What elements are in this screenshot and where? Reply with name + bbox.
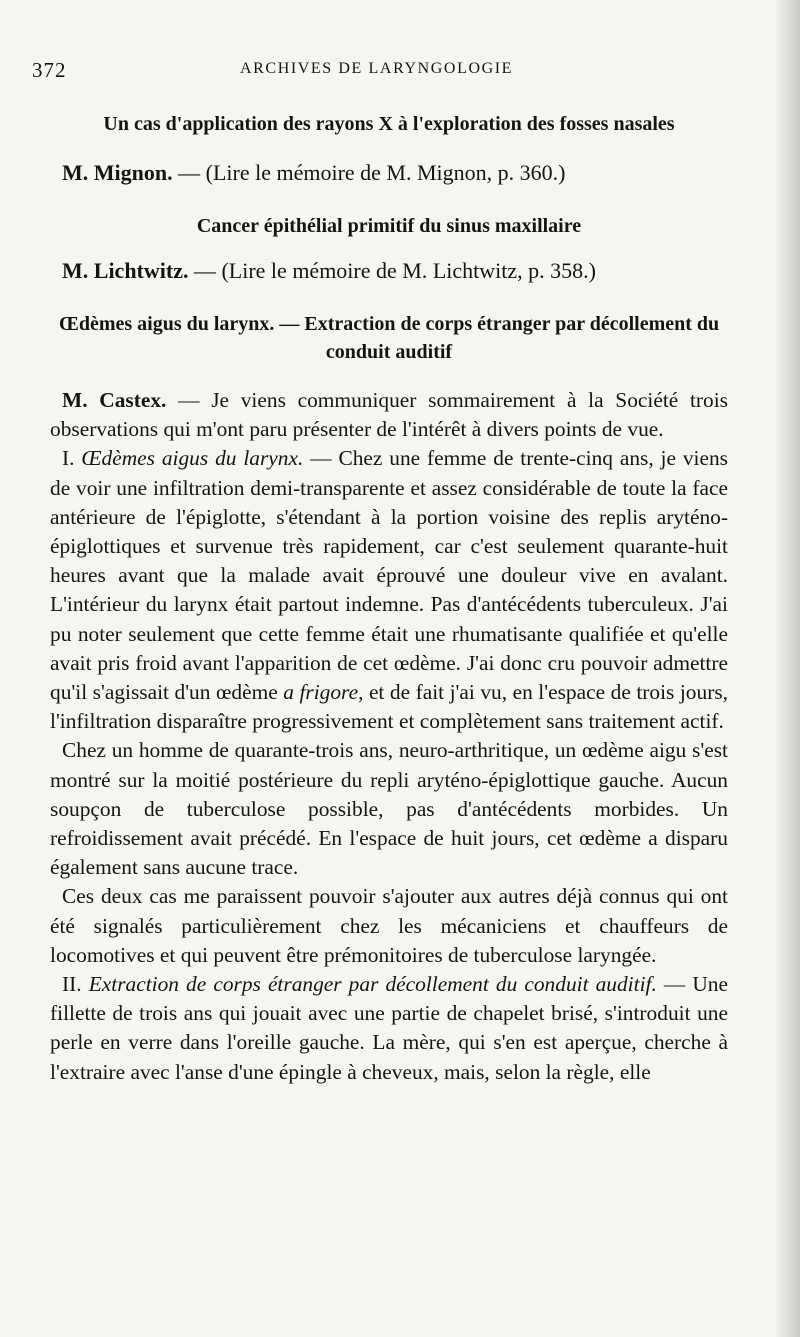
paragraph-text: — Chez une femme de trente-cinq ans, je viens de voir une infiltration demi-transparente et assez considérable de toute la face antérieure de l'épiglotte, s'étendant à la portion voisine des replis aryténo-épiglottiques et survenue très rapidement, car c'est seulement quarante-huit heures avant que la malade avait éprouvé une douleur vive en avalant. L'intérieur du larynx était partout indemne. Pas d'antécédents tuberculeux. J'ai pu noter seulement que cette femme était une rhumatisante qualifiée et qu'elle avait pris froid avant l'apparition de cet œdème. J'ai donc cru pouvoir admettre qu'il s'agissait d'un œdème: [50, 446, 728, 705]
author-line-mignon: [50, 158, 728, 188]
paragraph-commentary: Ces deux cas me paraissent pouvoir s'ajouter aux autres déjà connus qui ont été signalés particulièrement chez les mécaniciens et chauffeurs de locomotives et qui peuvent être prémonitoires de tuberculose laryngée.: [50, 884, 728, 967]
latin-term: a frigore: [283, 680, 359, 705]
subheading-italic: Extraction de corps étranger par décollement du conduit auditif.: [88, 972, 657, 997]
roman-numeral: I.: [62, 446, 82, 471]
reference-note: (Lire le mémoire de M. Mignon, p. 360.): [205, 160, 566, 185]
roman-numeral: II.: [62, 972, 89, 997]
subheading-italic: Œdèmes aigus du larynx.: [81, 446, 304, 471]
section-title-oedemes: Œdèmes aigus du larynx. — Extraction de corps étranger par décollement du conduit auditif: [58, 313, 720, 363]
paragraph-intro: [50, 386, 728, 444]
dash-separator: —: [188, 258, 222, 283]
author-name: M. Lichtwitz.: [62, 258, 189, 283]
section-title-xray: Un cas d'application des rayons X à l'exploration des fosses nasales: [103, 113, 675, 135]
page-content: [50, 110, 728, 1087]
paragraph-text: , et de fait j'ai vu, en l'espace de trois jours, l'infiltration disparaître progressivement et complètement sans traitement actif.: [50, 680, 728, 734]
author-line-lichtwitz: [50, 256, 728, 286]
running-header: [32, 58, 732, 88]
paragraph-case-two: Chez un homme de quarante-trois ans, neuro-arthritique, un œdème aigu s'est montré sur la moitié postérieure du repli aryténo-épiglottique gauche. Aucun soupçon de tuberculose possible, pas d'antécédents morbides. Un refroidissement avait précédé. En l'espace de huit jours, cet œdème a disparu également sans aucune trace.: [50, 738, 728, 880]
section-title-cancer: Cancer épithélial primitif du sinus maxillaire: [196, 215, 582, 237]
paragraph-case-one: [50, 444, 728, 736]
journal-title: ARCHIVES DE LARYNGOLOGIE: [240, 60, 514, 77]
paragraph-text: — Une fillette de trois ans qui jouait avec une partie de chapelet brisé, s'introduit une perle en verre dans l'oreille gauche. La mère, qui s'en est aperçue, cherche à l'extraire avec l'anse d'une épingle à cheveux, mais, selon la règle, elle: [50, 972, 728, 1084]
dash-separator: —: [172, 160, 206, 185]
author-name: M. Mignon.: [62, 160, 173, 185]
author-name: M. Castex.: [62, 388, 167, 412]
page-number: 372: [32, 58, 67, 82]
paragraph-case-foreign-body: [50, 970, 728, 1087]
page-edge-shadow: [774, 0, 800, 1337]
paragraph-text: — Je viens communiquer sommairement à la Société trois observations qui m'ont paru présenter de l'intérêt à divers points de vue.: [50, 388, 729, 442]
reference-note: (Lire le mémoire de M. Lichtwitz, p. 358.): [221, 258, 596, 283]
